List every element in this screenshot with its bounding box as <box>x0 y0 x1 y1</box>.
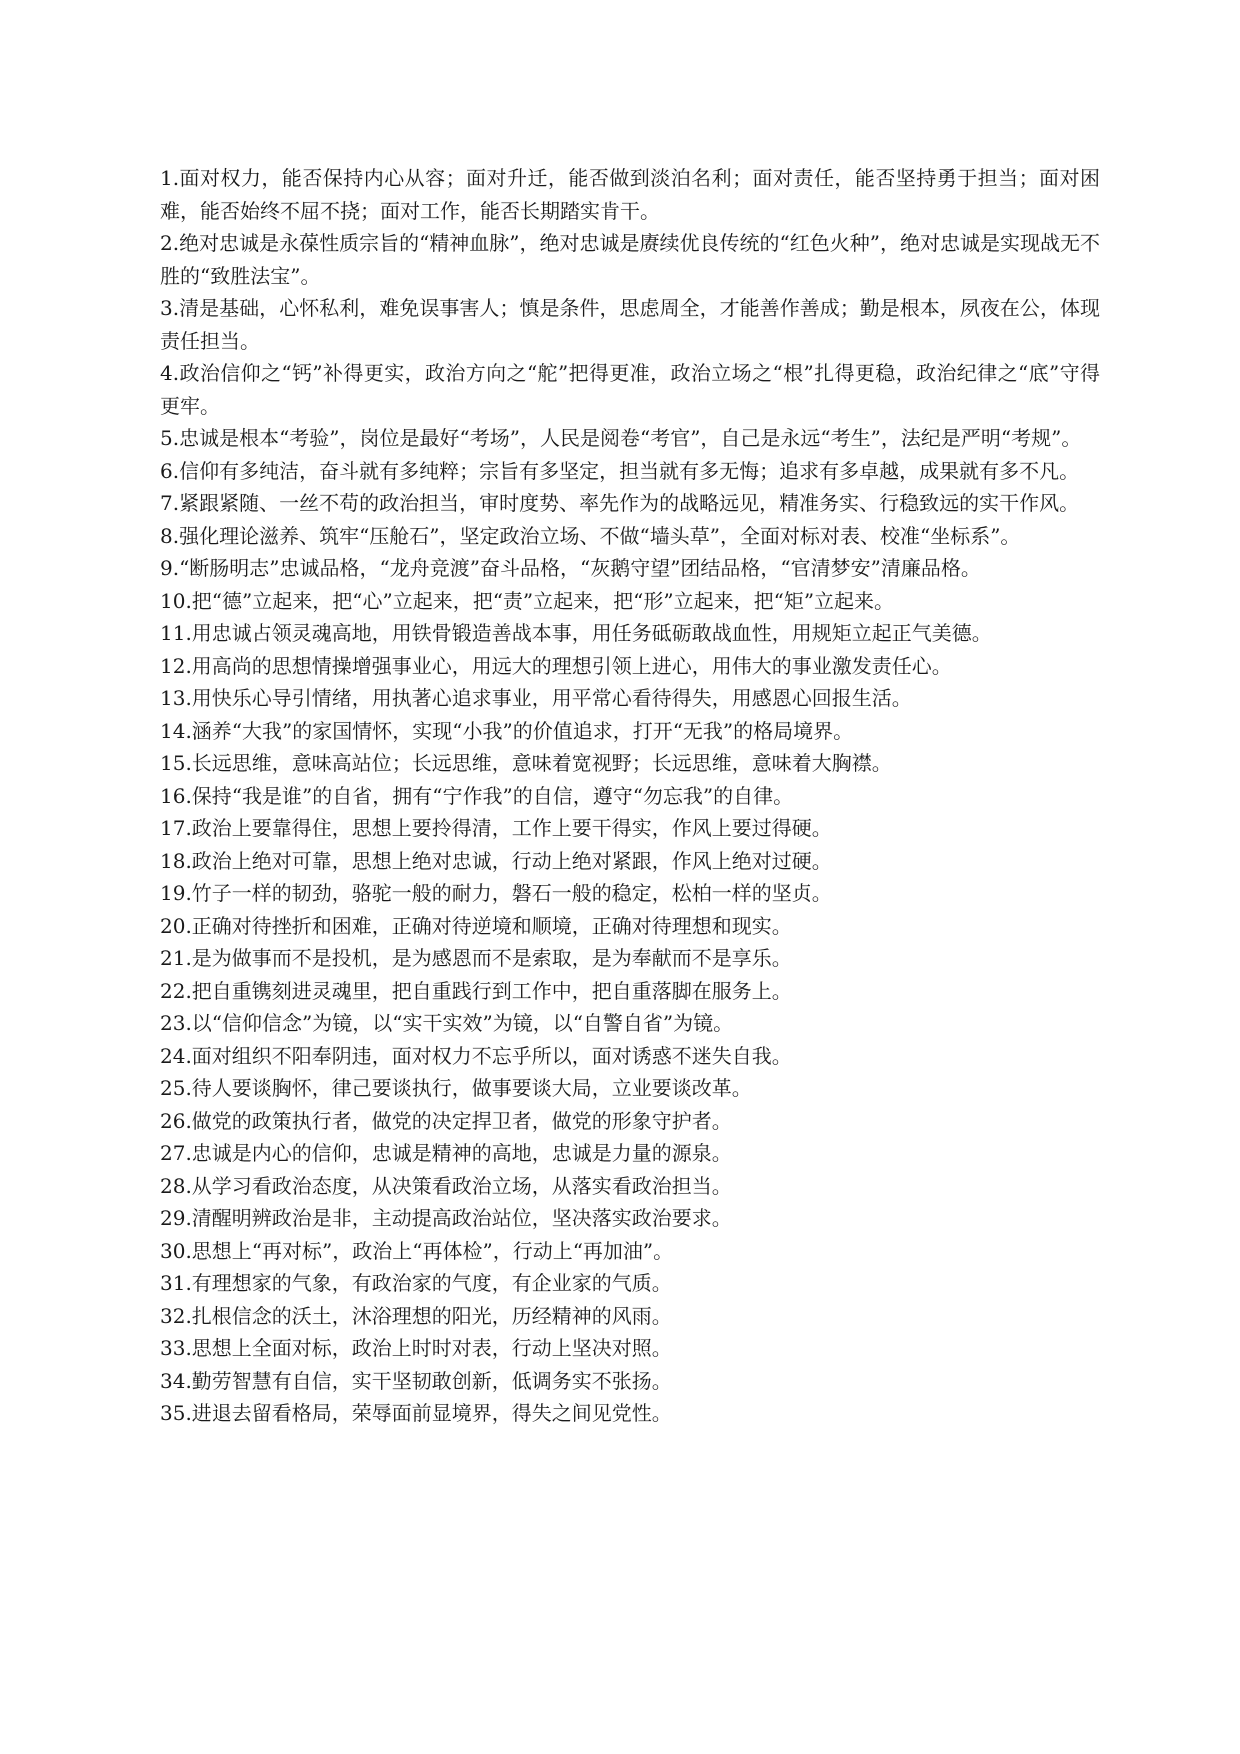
list-item: 8.强化理论滋养、筑牢“压舱石”，坚定政治立场、不做“墙头草”，全面对标对表、校准“坐标系”。 <box>160 523 1021 548</box>
list-item: 31.有理想家的气象，有政治家的气度，有企业家的气质。 <box>160 1271 672 1295</box>
list-item: 32.扎根信念的沃土，沐浴理想的阳光，历经精神的风雨。 <box>160 1303 672 1328</box>
list-item: 18.政治上绝对可靠，思想上绝对忠诚，行动上绝对紧跟，作风上绝对过硬。 <box>160 848 832 873</box>
list-item: 4.政治信仰之“钙”补得更实，政治方向之“舵”把得更准，政治立场之“根”扎得更稳，政治纪律之“底”守得更牢。 <box>160 361 1100 418</box>
list-item: 24.面对组织不阳奉阴违，面对权力不忘乎所以，面对诱惑不迷失自我。 <box>160 1043 792 1068</box>
list-item: 28.从学习看政治态度，从决策看政治立场，从落实看政治担当。 <box>160 1173 732 1198</box>
list-item: 21.是为做事而不是投机，是为感恩而不是索取，是为奉献而不是享乐。 <box>160 946 792 970</box>
list-item: 35.进退去留看格局，荣辱面前显境界，得失之间见党性。 <box>160 1401 672 1425</box>
list-item: 6.信仰有多纯洁，奋斗就有多纯粹；宗旨有多坚定，担当就有多无悔；追求有多卓越，成果就有多不凡。 <box>160 458 1080 483</box>
list-item: 14.涵养“大我”的家国情怀，实现“小我”的价值追求，打开“无我”的格局境界。 <box>160 718 854 743</box>
list-item: 7.紧跟紧随、一丝不苟的政治担当，审时度势、率先作为的战略远见，精准务实、行稳致远的实干作风。 <box>160 491 1080 515</box>
list-item: 23.以“信仰信念”为镜，以“实干实效”为镜，以“自警自省”为镜。 <box>160 1011 734 1035</box>
list-item: 3.清是基础，心怀私利，难免误事害人；慎是条件，思虑周全，才能善作善成；勤是根本，夙夜在公，体现责任担当。 <box>160 296 1100 353</box>
list-item: 34.勤劳智慧有自信，实干坚韧敢创新，低调务实不张扬。 <box>160 1368 672 1393</box>
list-item: 13.用快乐心导引情绪，用执著心追求事业，用平常心看待得失，用感恩心回报生活。 <box>160 686 912 710</box>
list-item: 22.把自重镌刻进灵魂里，把自重践行到工作中，把自重落脚在服务上。 <box>160 978 792 1003</box>
list-item: 12.用高尚的思想情操增强事业心，用远大的理想引领上进心，用伟大的事业激发责任心。 <box>160 653 952 678</box>
list-item: 11.用忠诚占领灵魂高地，用铁骨锻造善战本事，用任务砥砺敢战血性，用规矩立起正气美德。 <box>160 621 992 645</box>
list-item: 5.忠诚是根本“考验”，岗位是最好“考场”，人民是阅卷“考官”，自己是永远“考生”，法纪是严明“考规”。 <box>160 426 1082 450</box>
list-item: 30.思想上“再对标”，政治上“再体检”，行动上“再加油”。 <box>160 1238 674 1263</box>
list-item: 20.正确对待挫折和困难，正确对待逆境和顺境，正确对待理想和现实。 <box>160 913 792 938</box>
list-item: 15.长远思维，意味高站位；长远思维，意味着宽视野；长远思维，意味着大胸襟。 <box>160 751 892 775</box>
list-item: 10.把“德”立起来，把“心”立起来，把“责”立起来，把“形”立起来，把“矩”立起来。 <box>160 588 895 613</box>
list-item: 16.保持“我是谁”的自省，拥有“宁作我”的自信，遵守“勿忘我”的自律。 <box>160 783 794 808</box>
list-item: 19.竹子一样的韧劲，骆驼一般的耐力，磐石一般的稳定，松柏一样的坚贞。 <box>160 881 832 905</box>
list-item: 27.忠诚是内心的信仰，忠诚是精神的高地，忠诚是力量的源泉。 <box>160 1141 732 1165</box>
list-item: 25.待人要谈胸怀，律己要谈执行，做事要谈大局，立业要谈改革。 <box>160 1076 752 1100</box>
list-item: 2.绝对忠诚是永葆性质宗旨的“精神血脉”，绝对忠诚是赓续优良传统的“红色火种”，绝对忠诚是实现战无不胜的“致胜法宝”。 <box>160 231 1100 288</box>
document-body <box>160 162 1100 1430</box>
list-item: 26.做党的政策执行者，做党的决定捍卫者，做党的形象守护者。 <box>160 1108 732 1133</box>
list-item: 33.思想上全面对标，政治上时时对表，行动上坚决对照。 <box>160 1336 672 1360</box>
list-item: 29.清醒明辨政治是非，主动提高政治站位，坚决落实政治要求。 <box>160 1206 732 1230</box>
list-item: 9.“断肠明志”忠诚品格，“龙舟竞渡”奋斗品格，“灰鹅守望”团结品格，“官清梦安”清廉品格。 <box>160 556 981 580</box>
list-item: 1.面对权力，能否保持内心从容；面对升迁，能否做到淡泊名利；面对责任，能否坚持勇于担当；面对困难，能否始终不屈不挠；面对工作，能否长期踏实肯干。 <box>160 166 1100 223</box>
list-item: 17.政治上要靠得住，思想上要拎得清，工作上要干得实，作风上要过得硬。 <box>160 816 832 840</box>
